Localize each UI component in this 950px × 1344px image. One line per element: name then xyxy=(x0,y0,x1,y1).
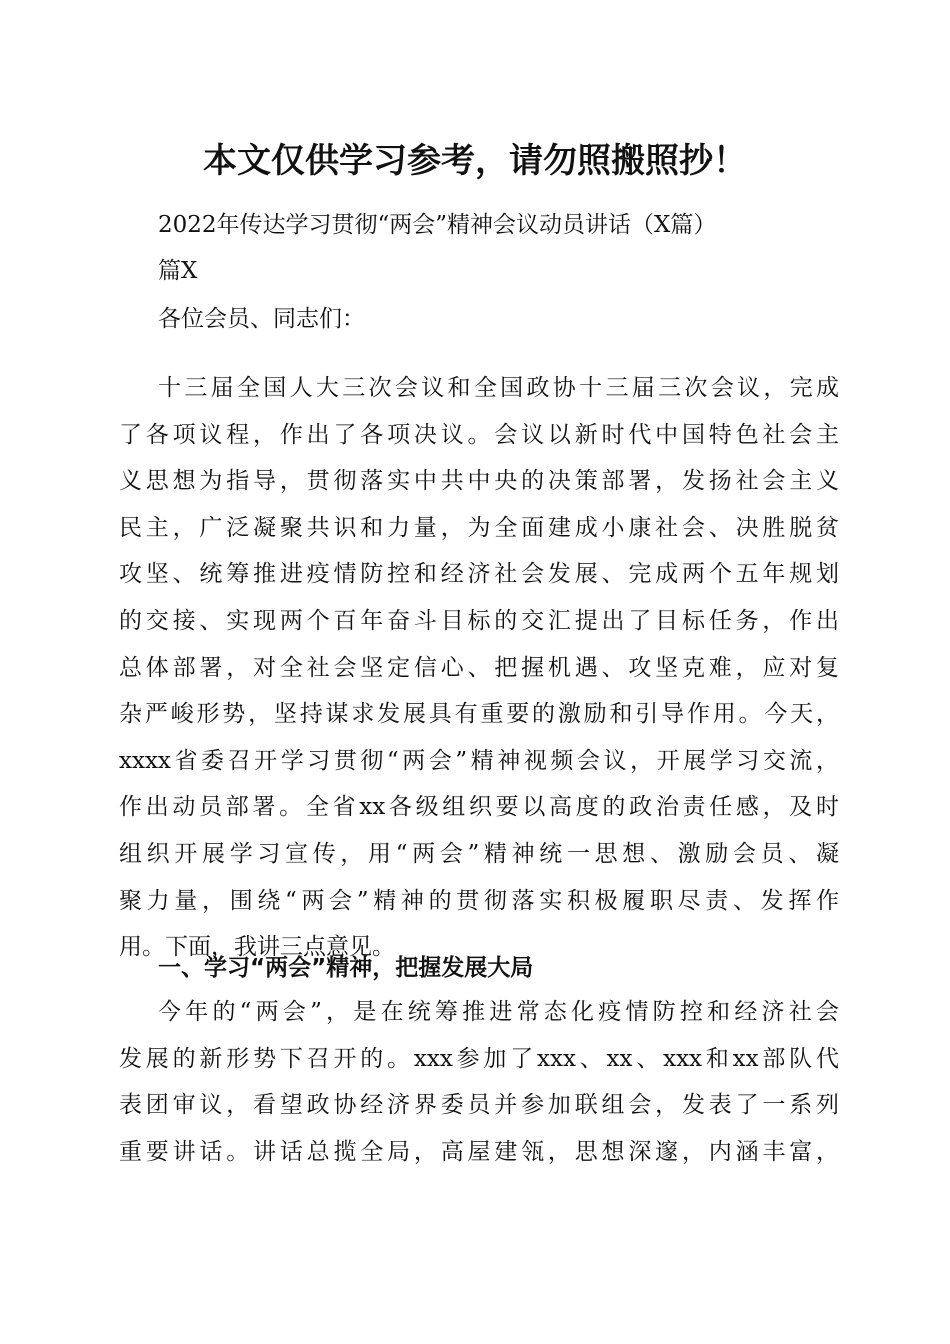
paragraph-line: 用。下面，我讲三点意见。 xyxy=(119,934,395,961)
paragraph-line: 今年的“两会”，是在统筹推进常态化疫情防控和经济社会 xyxy=(158,999,839,1025)
paragraph-line: 民主，广泛凝聚共识和力量，为全面建成小康社会、决胜脱贫 xyxy=(119,514,839,541)
body-paragraph-2 xyxy=(119,989,839,1175)
paragraph-line: 表团审议，看望政协经济界委员并参加联组会，发表了一系列 xyxy=(119,1092,839,1119)
paragraph-line: 攻坚、统筹推进疫情防控和经济社会发展、完成两个五年规划 xyxy=(119,561,839,588)
paragraph-line: 的交接、实现两个百年奋斗目标的交汇提出了目标任务，作出 xyxy=(119,607,839,634)
paragraph-line: 义思想为指导，贯彻落实中共中央的决策部署，发扬社会主义 xyxy=(119,468,839,495)
paragraph-line: 发展的新形势下召开的。xxx参加了xxx、xx、xxx和xx部队代 xyxy=(119,1045,839,1072)
disclaimer-banner: 本文仅供学习参考，请勿照搬照抄！ xyxy=(203,141,747,181)
section-heading-1: 一、学习“两会”精神，把握发展大局 xyxy=(158,955,534,981)
paragraph-line: 了各项议程，作出了各项决议。会议以新时代中国特色社会主 xyxy=(119,421,839,448)
body-paragraph-1 xyxy=(119,365,839,971)
paragraph-line: 组织开展学习宣传，用“两会”精神统一思想、激励会员、凝 xyxy=(119,840,839,867)
paragraph-line: 聚力量，围绕“两会”精神的贯彻落实积极履职尽责、发挥作 xyxy=(119,887,839,914)
salutation: 各位会员、同志们： xyxy=(158,306,365,332)
document-title: 2022年传达学习贯彻“两会”精神会议动员讲话（X篇） xyxy=(158,212,717,238)
paragraph-line: 重要讲话。讲话总揽全局，高屋建瓴，思想深邃，内涵丰富， xyxy=(119,1138,839,1165)
paragraph-line: 作出动员部署。全省xx各级组织要以高度的政治责任感，及时 xyxy=(119,794,839,821)
paragraph-line: xxxx省委召开学习贯彻“两会”精神视频会议，开展学习交流， xyxy=(119,747,839,774)
paragraph-line: 总体部署，对全社会坚定信心、把握机遇、攻坚克难，应对复 xyxy=(119,654,839,681)
section-label: 篇X xyxy=(158,258,198,284)
paragraph-line: 杂严峻形势，坚持谋求发展具有重要的激励和引导作用。今天， xyxy=(119,701,839,728)
paragraph-line: 十三届全国人大三次会议和全国政协十三届三次会议，完成 xyxy=(158,375,839,401)
